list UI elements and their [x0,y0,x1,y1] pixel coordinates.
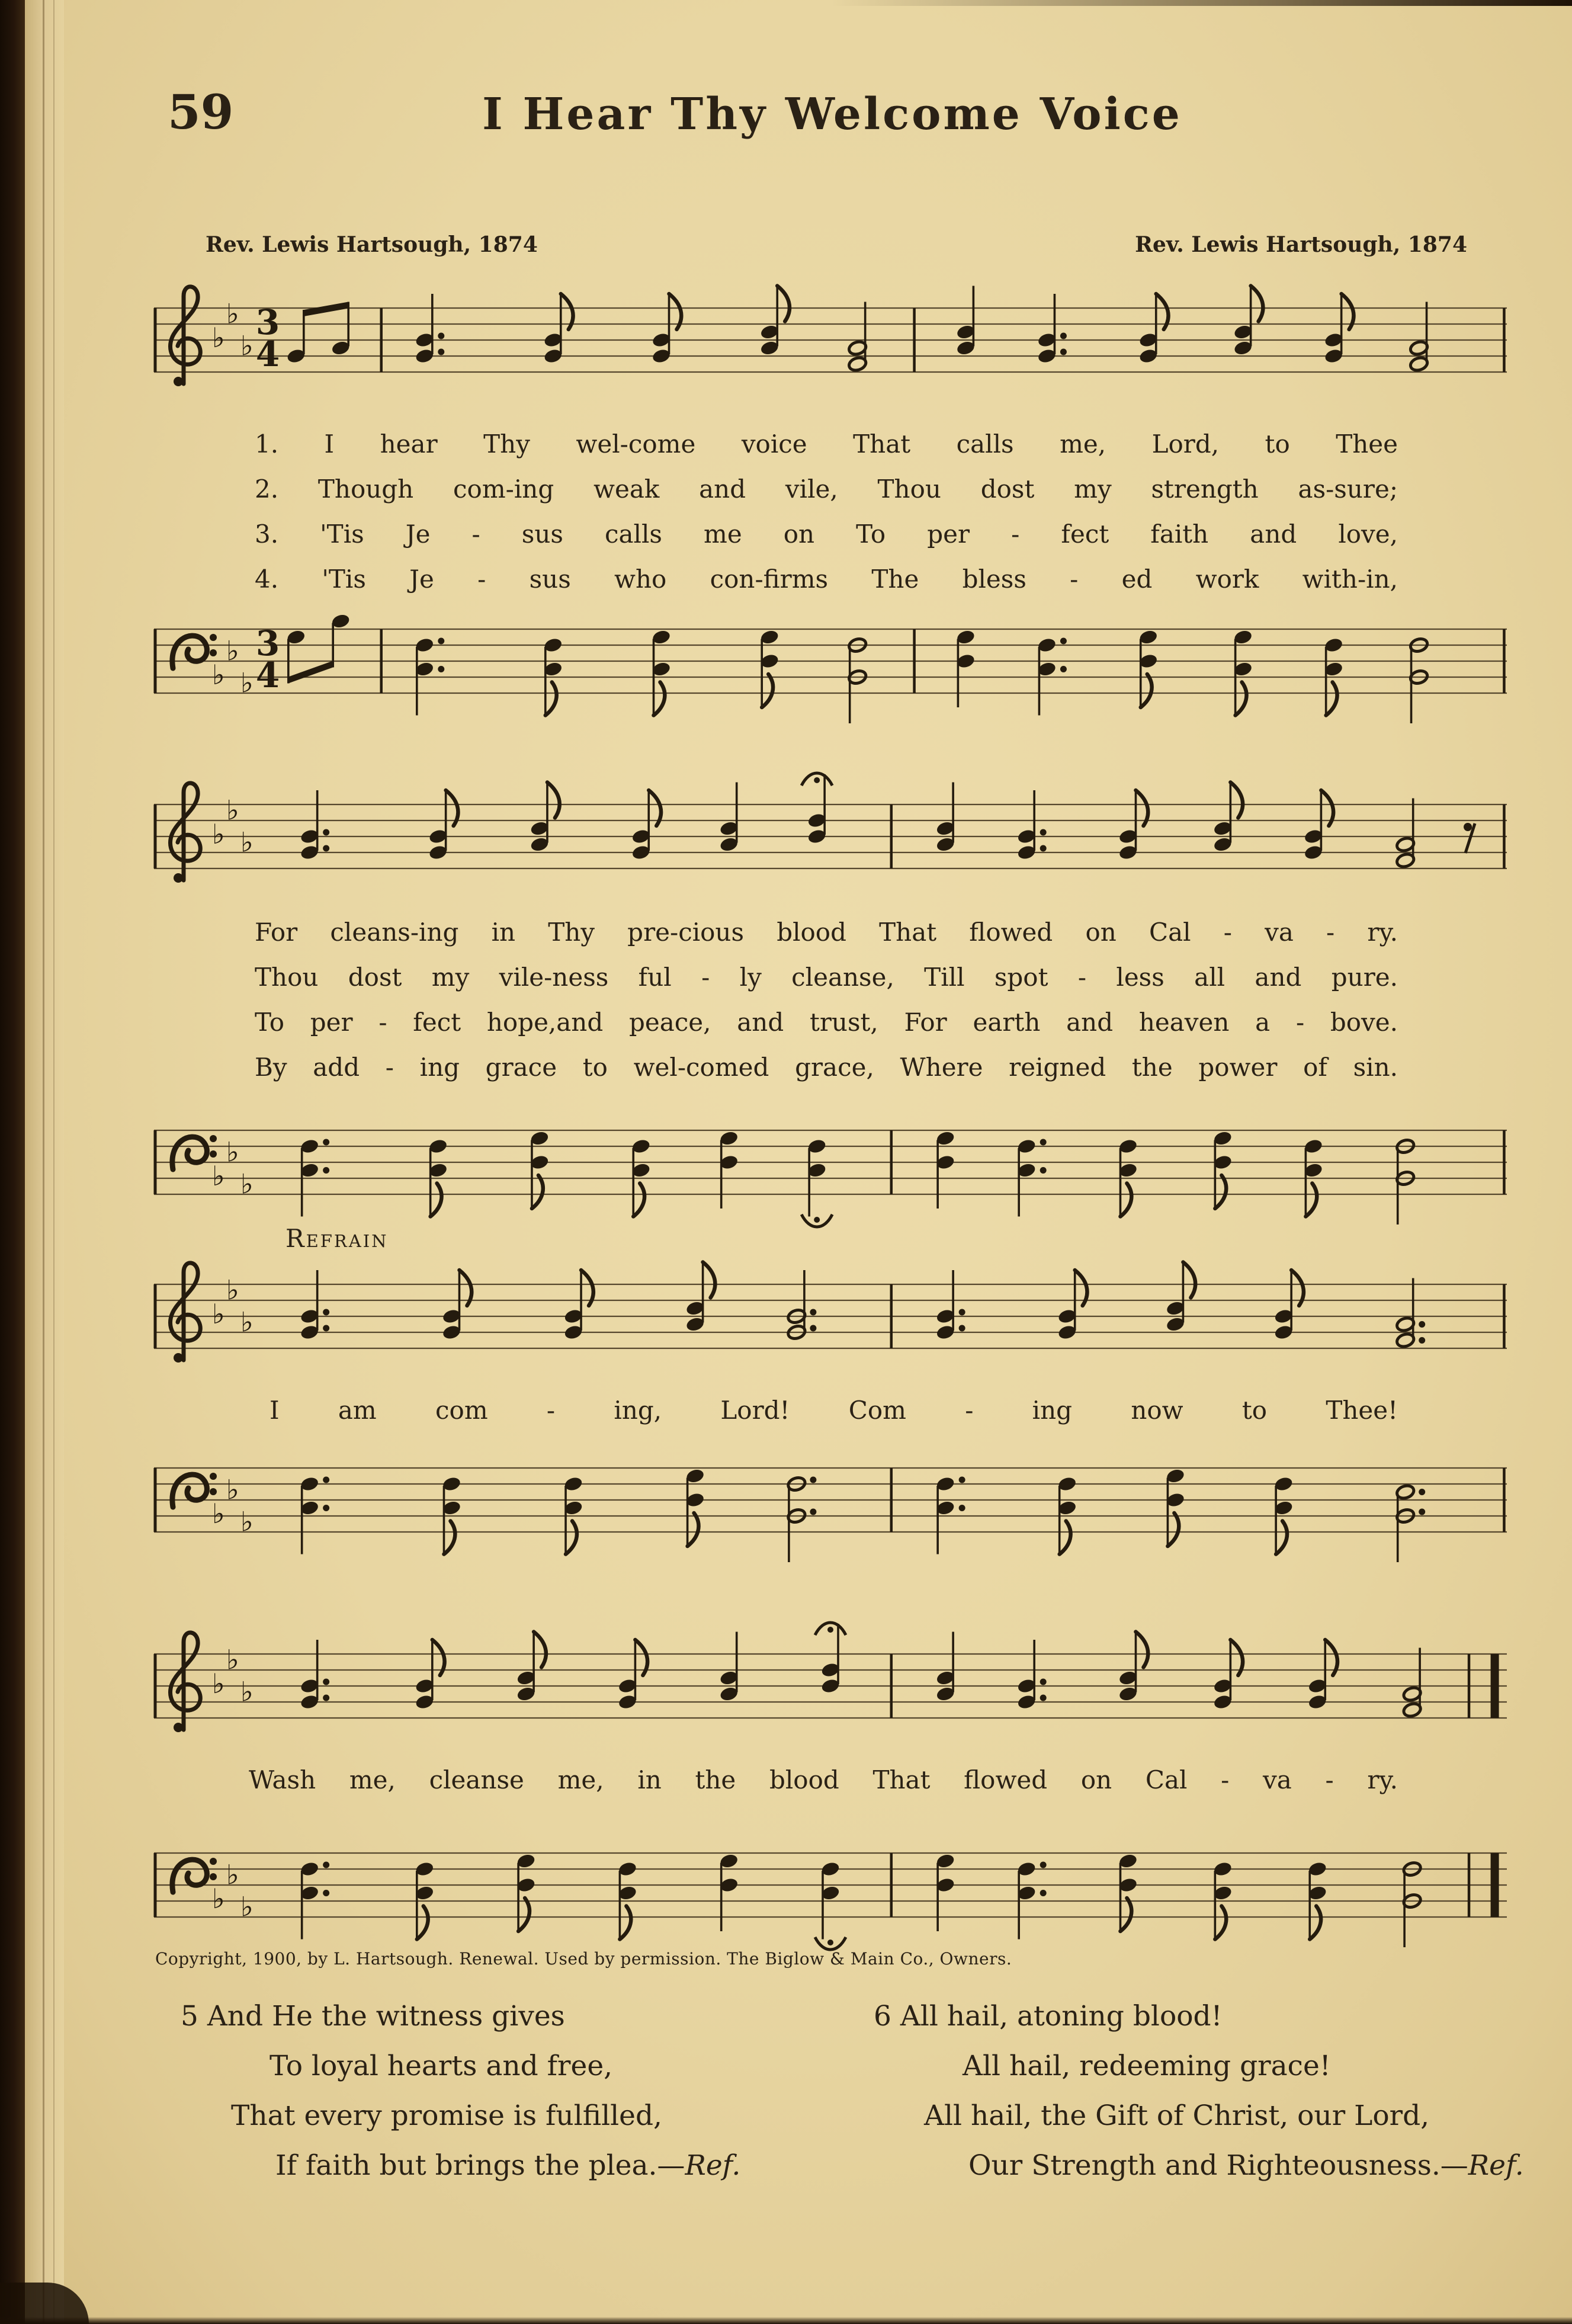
svg-text:♭: ♭ [240,329,254,362]
book-bottom-edge [0,2317,1572,2324]
final-lyric-line: Wash me, cleanse me, in the blood That flowed on Cal - va - ry. [249,1765,1398,1794]
verse-6-line-2: All hail, redeeming grace! [963,2050,1331,2082]
refrain-reference: Ref. [685,2149,741,2182]
verse-3-line-2: To per - fect hope,and peace, and trust, For earth and heaven a - bove. [255,1008,1398,1037]
verse-6-line-4 [874,2141,1531,2191]
verse-5-line-2: To loyal hearts and free, [270,2050,613,2082]
verse-6-line-1: 6 All hail, atoning blood! [874,2000,1223,2033]
svg-text:♭: ♭ [226,1136,239,1168]
author-credit: Rev. Lewis Hartsough, 1874 [206,232,538,257]
svg-text:♭: ♭ [226,634,239,667]
hymn-number: 59 [168,84,234,140]
svg-text:3: 3 [255,302,280,342]
svg-text:♭: ♭ [240,1890,254,1923]
verse-3-line: 3. 'Tis Je - sus calls me on To per - fect faith and love, [255,520,1398,549]
svg-text:♭: ♭ [226,794,239,826]
verse-4-line: 4. 'Tis Je - sus who con-firms The bless - ed work with-in, [255,565,1398,594]
verse-6-line-4-text: Our Strength and Righteousness.— [968,2149,1468,2182]
svg-text:♭: ♭ [240,1505,254,1538]
svg-text:♭: ♭ [226,1473,239,1506]
svg-text:♭: ♭ [240,1306,254,1338]
closing-verses [151,1992,1531,2191]
svg-text:♭: ♭ [240,1168,254,1200]
verse-6-line-3: All hail, the Gift of Christ, our Lord, [924,2099,1430,2132]
verse-lines-block-1 [255,422,1398,602]
svg-text:♭: ♭ [240,1675,254,1708]
attribution-row [151,232,1513,257]
system-4-treble-staff [149,1589,1512,1790]
svg-text:♭: ♭ [212,1883,225,1915]
svg-text:♭: ♭ [226,1274,239,1306]
verse-lines-block-2 [255,910,1398,1090]
refrain-bass-staff [149,1403,1512,1604]
svg-text:♭: ♭ [212,1668,225,1700]
verse-2-line: 2. Though com-ing weak and vile, Thou dost my strength as-sure; [255,475,1398,504]
verse-5-line-4 [181,2141,826,2191]
closing-verse-6 [874,1992,1531,2191]
verse-1-line: 1. I hear Thy wel-come voice That calls me, Lord, to Thee [255,429,1398,459]
page-edge-line [53,0,54,2324]
verse-5-line-3: That every promise is fulfilled, [231,2099,662,2132]
svg-text:♭: ♭ [212,818,225,850]
svg-text:♭: ♭ [226,1858,239,1891]
book-top-edge [832,0,1572,6]
svg-text:♭: ♭ [212,1498,225,1530]
svg-text:♭: ♭ [212,1160,225,1192]
page-stack-edge [25,0,64,2324]
page-edge-line [43,0,44,2324]
svg-text:4: 4 [255,655,280,695]
verse-2-line-2: Thou dost my vile-ness ful - ly cleanse, Till spot - less all and pure. [255,963,1398,992]
svg-text:♭: ♭ [240,826,254,858]
svg-text:♭: ♭ [212,1298,225,1330]
verse-4-line-2: By add - ing grace to wel-comed grace, Where reigned the power of sin. [255,1053,1398,1082]
verse-5-line-4-text: If faith but brings the plea.— [275,2149,685,2182]
hymn-title: I Hear Thy Welcome Voice [482,89,1182,140]
svg-text:♭: ♭ [226,1643,239,1676]
svg-text:♭: ♭ [240,666,254,699]
svg-text:4: 4 [255,334,280,374]
book-binding-edge [0,0,25,2324]
svg-text:♭: ♭ [226,297,239,330]
refrain-lyric-line: I am com - ing, Lord! Com - ing now to Thee! [270,1396,1398,1425]
closing-verse-5 [181,1992,826,2191]
refrain-reference: Ref. [1468,2149,1524,2182]
svg-text:♭: ♭ [212,659,225,691]
svg-text:♭: ♭ [212,322,225,354]
refrain-label: Refrain [285,1224,389,1253]
verse-1-line-2: For cleans-ing in Thy pre-cious blood That flowed on Cal - va - ry. [255,918,1398,947]
svg-text:3: 3 [255,623,280,663]
composer-credit: Rev. Lewis Hartsough, 1874 [1135,232,1467,257]
verse-5-line-1: 5 And He the witness gives [181,2000,565,2033]
system-1-treble-staff [149,243,1512,444]
copyright-line: Copyright, 1900, by L. Hartsough. Renewal. Used by permission. The Biglow & Main Co., Owners. [155,1949,1012,1969]
book-corner-shadow [0,2283,89,2324]
